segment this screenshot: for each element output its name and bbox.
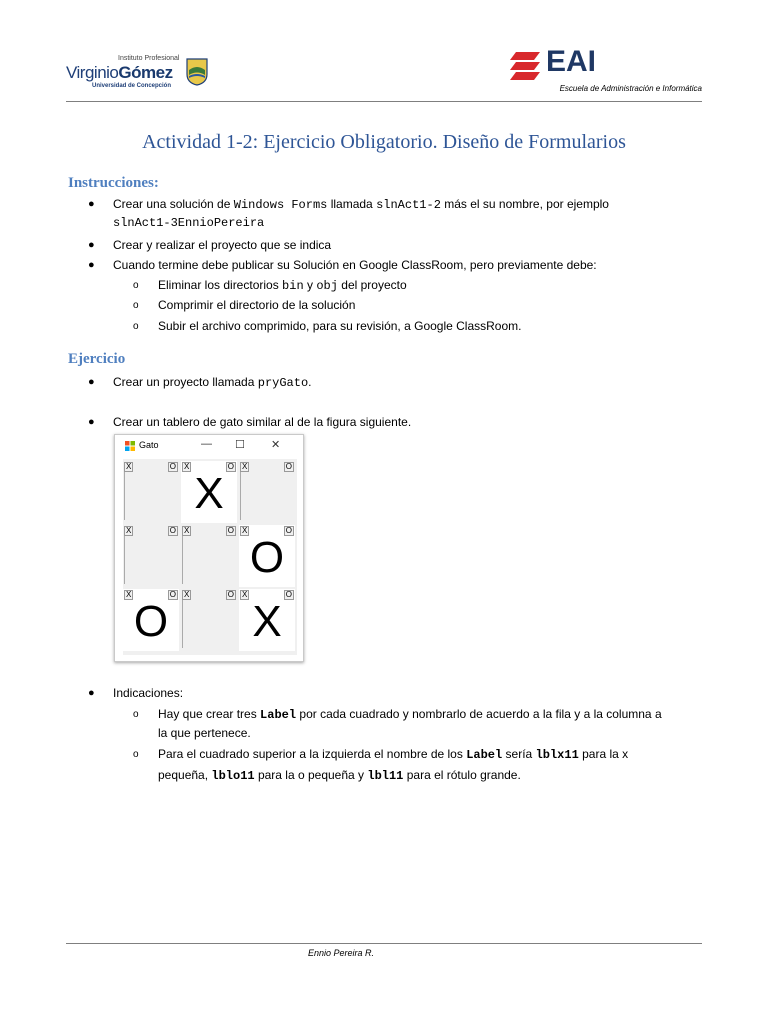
page-title: Actividad 1-2: Ejercicio Obligatorio. Diseño de Formularios — [142, 131, 626, 153]
small-o-label: O — [227, 590, 234, 599]
circle-bullet-icon: o — [133, 709, 139, 720]
eai-subtitle: Escuela de Administración e Informática — [559, 84, 702, 93]
bullet-icon: ● — [88, 259, 95, 271]
small-x-label: X — [126, 590, 132, 599]
small-x-label: X — [242, 590, 248, 599]
small-o-label: O — [285, 462, 292, 471]
small-o-label: O — [227, 462, 234, 471]
minimize-icon: — — [201, 438, 212, 450]
eai-logo — [510, 45, 702, 100]
bullet-icon: ● — [88, 687, 95, 699]
small-x-label: X — [126, 462, 132, 471]
bullet-icon: ● — [88, 239, 95, 251]
label-divider — [182, 536, 183, 584]
board-cell — [123, 589, 179, 651]
page-header — [66, 45, 702, 102]
eai-mark-icon — [510, 48, 544, 82]
label-divider — [124, 472, 125, 520]
heading-instrucciones: Instrucciones: — [68, 175, 159, 191]
logo-small-text: Instituto Profesional — [118, 55, 180, 62]
list-item-text: Crear una solución de Windows Forms llamada slnAct1-2 más el su nombre, por ejemplo — [113, 197, 609, 212]
label-divider — [182, 600, 183, 648]
heading-ejercicio: Ejercicio — [68, 351, 126, 367]
maximize-icon: ☐ — [235, 439, 245, 451]
window-title — [125, 440, 159, 450]
circle-bullet-icon: o — [133, 300, 139, 311]
circle-bullet-icon: o — [133, 321, 139, 332]
board-cell — [123, 461, 179, 523]
virginio-gomez-logo — [66, 52, 216, 94]
bullet-icon: ● — [88, 416, 95, 428]
big-label: O — [249, 533, 285, 582]
bullet-icon: ● — [88, 376, 95, 388]
small-o-label: O — [169, 462, 176, 471]
footer-divider — [66, 943, 702, 944]
logo-name: VirginioGómez — [66, 63, 173, 82]
small-o-label: O — [169, 526, 176, 535]
eai-text: EAI — [546, 45, 597, 78]
board-cell — [181, 589, 237, 651]
small-x-label: X — [242, 526, 248, 535]
board-cell — [239, 461, 295, 523]
big-label: X — [194, 469, 224, 518]
logo-university: Universidad de Concepción — [92, 83, 172, 89]
small-o-label: O — [169, 590, 176, 599]
gato-window-figure — [114, 434, 304, 662]
circle-bullet-icon: o — [133, 280, 139, 291]
window-title-text: Gato — [139, 440, 159, 450]
small-o-label: O — [227, 526, 234, 535]
small-x-label: X — [184, 526, 190, 535]
small-x-label: X — [184, 590, 190, 599]
big-label: O — [133, 597, 169, 646]
board-cell — [123, 525, 179, 587]
small-x-label: X — [184, 462, 190, 471]
shield-icon — [186, 58, 208, 86]
big-label: X — [252, 597, 282, 646]
close-icon: ✕ — [271, 439, 281, 451]
gato-board — [123, 459, 297, 655]
footer-author: Ennio Pereira R. — [308, 948, 375, 958]
small-x-label: X — [126, 526, 132, 535]
circle-bullet-icon: o — [133, 749, 139, 760]
label-divider — [124, 536, 125, 584]
bullet-icon: ● — [88, 198, 95, 210]
small-o-label: O — [285, 526, 292, 535]
small-x-label: X — [242, 462, 248, 471]
window-controls — [193, 435, 303, 457]
window-app-icon — [125, 441, 135, 451]
board-cell — [181, 525, 237, 587]
label-divider — [240, 472, 241, 520]
board-cell — [239, 525, 295, 587]
board-cell — [239, 589, 295, 651]
small-o-label: O — [285, 590, 292, 599]
board-cell — [181, 461, 237, 523]
